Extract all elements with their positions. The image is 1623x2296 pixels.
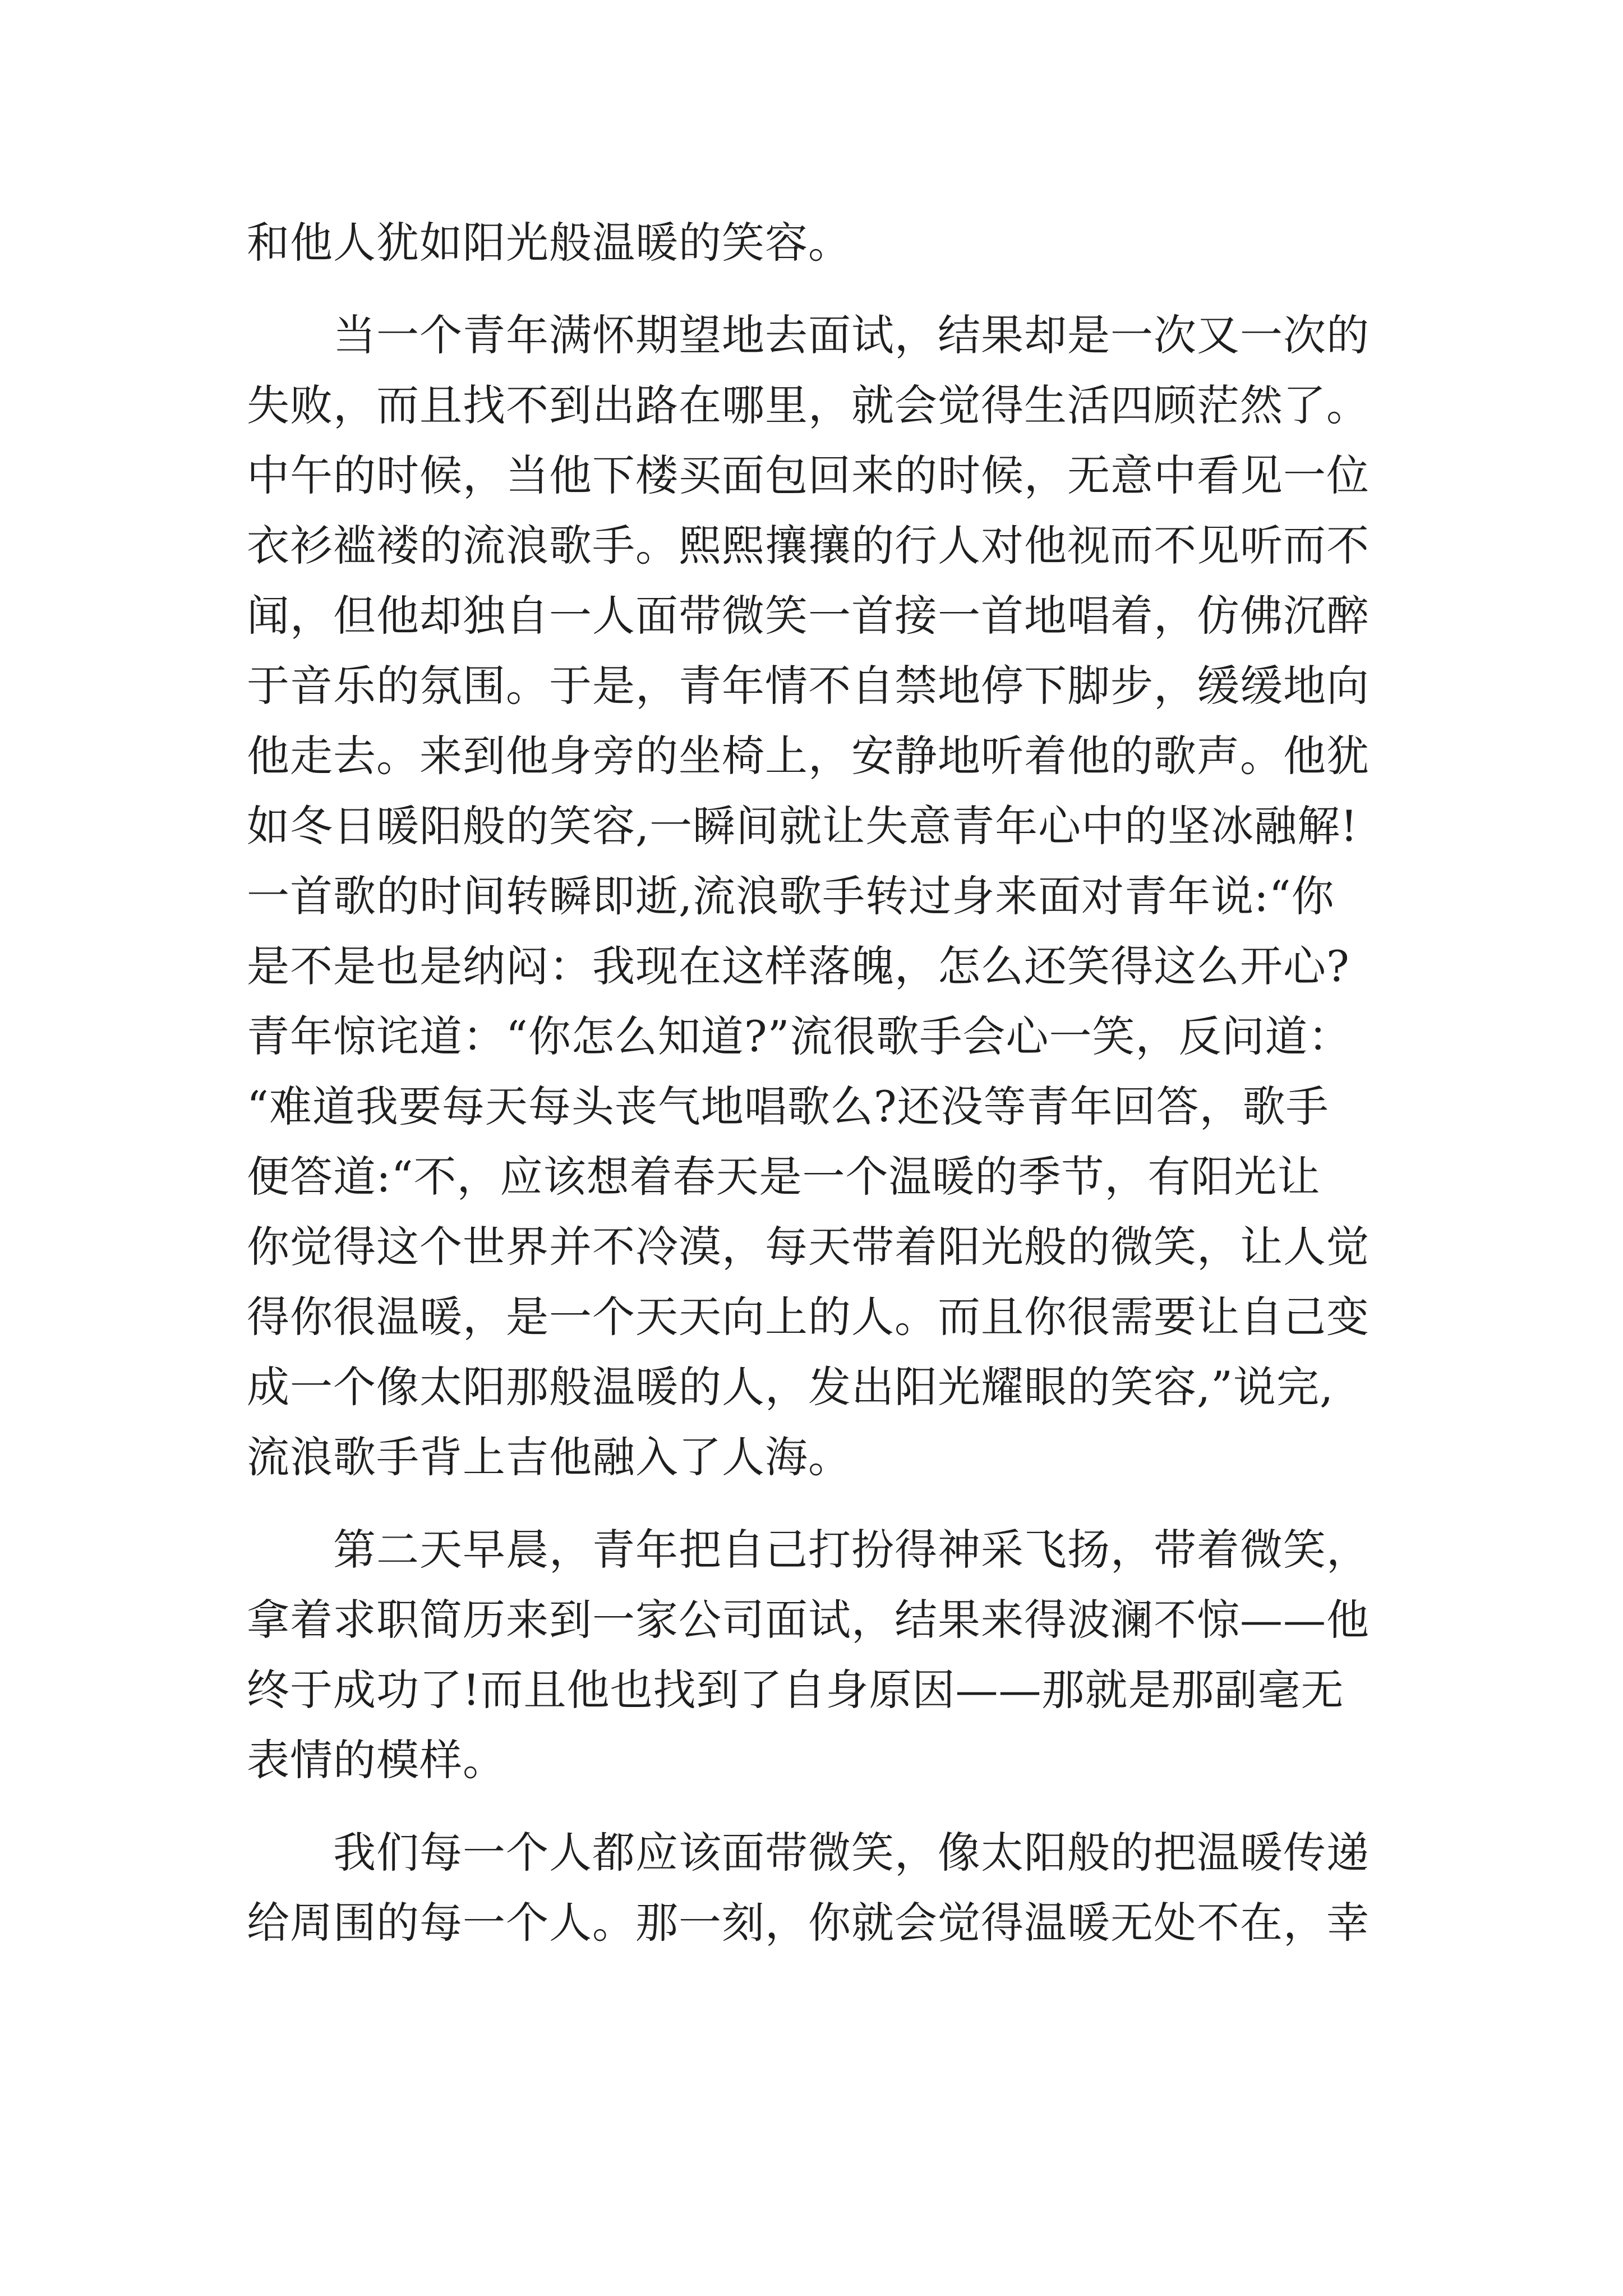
paragraph-gap bbox=[247, 1795, 1402, 1818]
text-line: 一首歌的时间转瞬即逝,流浪歌手转过身来面对青年说:“你 bbox=[247, 871, 1335, 921]
text-line: 中午的时候，当他下楼买面包回来的时候，无意中看见一位 bbox=[247, 450, 1370, 500]
paragraph-gap bbox=[247, 278, 1402, 300]
text-line: 青年惊诧道：“你怎么知道?”流很歌手会心一笑，反问道： bbox=[247, 1011, 1352, 1061]
paragraph-4 bbox=[247, 1818, 1402, 1958]
paragraph-2 bbox=[247, 300, 1402, 1492]
text-line: 是不是也是纳闷：我现在这样落魄，怎么还笑得这么开心? bbox=[247, 941, 1350, 991]
text-line: 当一个青年满怀期望地去面试，结果却是一次又一次的 bbox=[247, 310, 1370, 360]
text-line: 终于成功了!而且他也找到了自身原因——那就是那副毫无 bbox=[247, 1665, 1344, 1715]
paragraph-gap bbox=[247, 1492, 1402, 1515]
text-line: 我们每一个人都应该面带微笑，像太阳般的把温暖传递 bbox=[247, 1828, 1370, 1878]
text-line: 如冬日暖阳般的笑容,一瞬间就让失意青年心中的坚冰融解! bbox=[247, 801, 1358, 851]
text-line: 便答道:“不，应该想着春天是一个温暖的季节，有阳光让 bbox=[247, 1152, 1321, 1202]
text-line: 流浪歌手背上吉他融入了人海。 bbox=[247, 1432, 851, 1482]
text-line: 你觉得这个世界并不冷漠，每天带着阳光般的微笑，让人觉 bbox=[247, 1222, 1370, 1272]
text-line: 给周围的每一个人。那一刻，你就会觉得温暖无处不在，幸 bbox=[247, 1898, 1370, 1948]
text-line: 表情的模样。 bbox=[247, 1735, 506, 1785]
text-line: 第二天早晨，青年把自己打扮得神采飞扬，带着微笑， bbox=[247, 1525, 1370, 1575]
text-line: 得你很温暖，是一个天天向上的人。而且你很需要让自己变 bbox=[247, 1292, 1370, 1342]
text-line: 衣衫褴褛的流浪歌手。熙熙攘攘的行人对他视而不见听而不 bbox=[247, 521, 1370, 570]
text-line: 成一个像太阳那般温暖的人，发出阳光耀眼的笑容,”说完, bbox=[247, 1362, 1334, 1412]
text-line: 于音乐的氛围。于是，青年情不自禁地停下脚步，缓缓地向 bbox=[247, 661, 1370, 711]
body-text bbox=[247, 208, 1402, 1958]
text-line: 他走去。来到他身旁的坐椅上，安静地听着他的歌声。他犹 bbox=[247, 731, 1370, 781]
text-line: 失败，而且找不到出路在哪里，就会觉得生活四顾茫然了。 bbox=[247, 380, 1370, 430]
text-line: “难道我要每天每头丧气地唱歌么?还没等青年回答，歌手 bbox=[247, 1082, 1329, 1131]
text-line: 和他人犹如阳光般温暖的笑容。 bbox=[247, 218, 851, 268]
text-line: 闻，但他却独自一人面带微笑一首接一首地唱着，仿佛沉醉 bbox=[247, 591, 1370, 641]
paragraph-1 bbox=[247, 208, 1402, 278]
paragraph-3 bbox=[247, 1515, 1402, 1795]
text-line: 拿着求职简历来到一家公司面试，结果来得波澜不惊——他 bbox=[247, 1595, 1370, 1645]
